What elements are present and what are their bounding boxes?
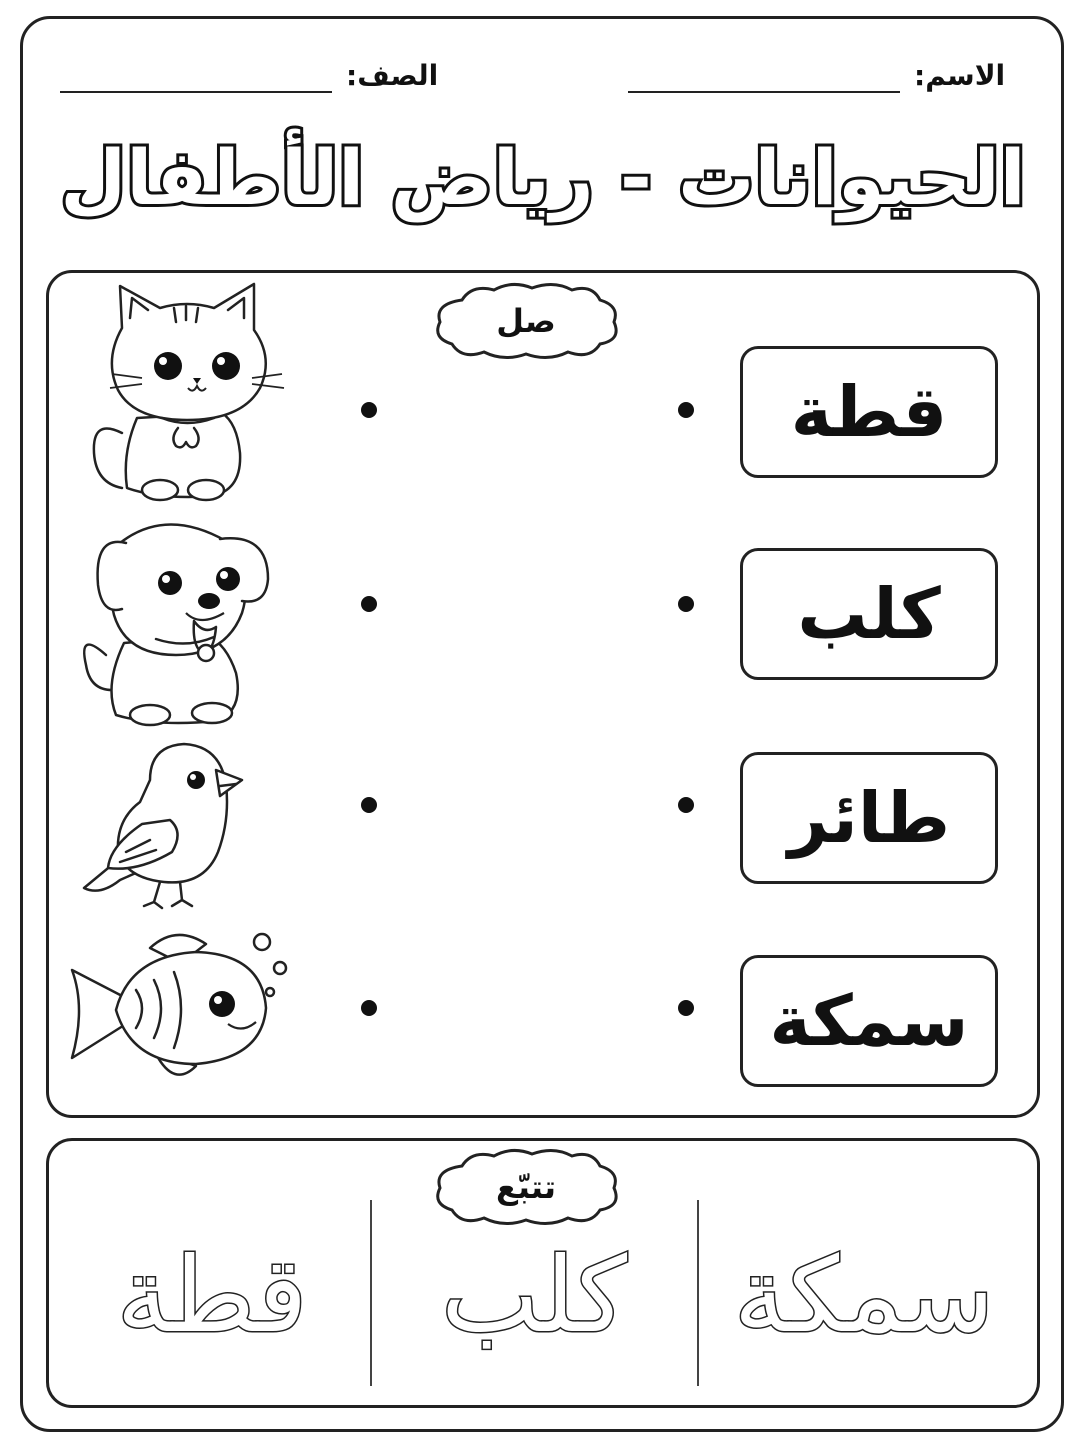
trace-word-cat[interactable]: قطة xyxy=(116,1234,308,1356)
tracing-divider-2 xyxy=(697,1200,699,1386)
bird-icon xyxy=(80,740,250,910)
name-line[interactable] xyxy=(628,55,900,93)
page-title: الحيوانات - رياض الأطفال xyxy=(60,133,1026,222)
class-line[interactable] xyxy=(60,55,332,93)
match-dot-right-4[interactable] xyxy=(678,1000,694,1016)
matching-heading-cloud xyxy=(432,282,620,360)
match-dot-left-2[interactable] xyxy=(361,596,377,612)
trace-word-fish[interactable]: سمكة xyxy=(733,1234,995,1356)
match-dot-left-4[interactable] xyxy=(361,1000,377,1016)
match-dot-left-3[interactable] xyxy=(361,797,377,813)
tracing-divider-1 xyxy=(370,1200,372,1386)
word-card-cat[interactable]: قطة xyxy=(740,346,998,478)
word-card-bird[interactable]: طائر xyxy=(740,752,998,884)
match-dot-right-2[interactable] xyxy=(678,596,694,612)
word-card-dog[interactable]: كلب xyxy=(740,548,998,680)
match-dot-right-1[interactable] xyxy=(678,402,694,418)
class-label: الصف: xyxy=(346,59,439,92)
class-field xyxy=(60,55,438,93)
name-field xyxy=(628,55,1005,93)
name-label: الاسم: xyxy=(914,59,1006,92)
dog-icon xyxy=(76,515,276,730)
tracing-heading: تتبّع xyxy=(496,1168,556,1206)
match-dot-right-3[interactable] xyxy=(678,797,694,813)
match-dot-left-1[interactable] xyxy=(361,402,377,418)
cat-icon xyxy=(82,278,292,508)
trace-word-dog[interactable]: كلب xyxy=(440,1234,628,1356)
matching-heading: صل xyxy=(496,302,556,340)
fish-icon xyxy=(66,928,296,1088)
word-card-fish[interactable]: سمكة xyxy=(740,955,998,1087)
